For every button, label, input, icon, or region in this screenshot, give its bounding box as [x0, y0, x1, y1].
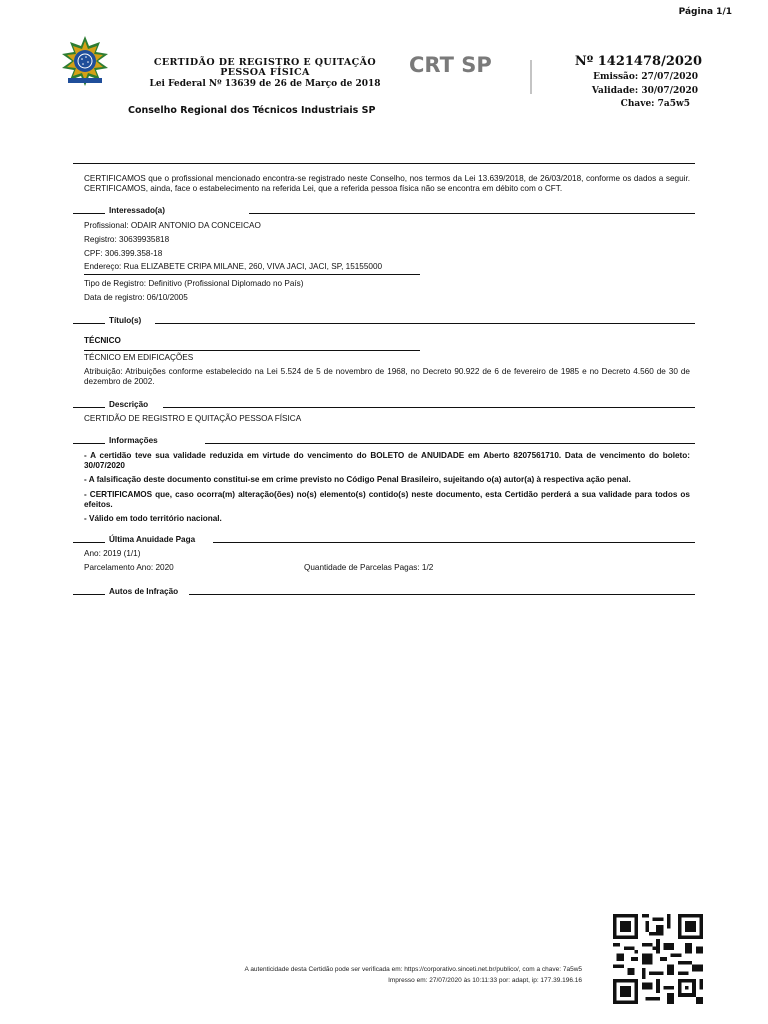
certificate-number: Nº 1421478/2020 — [574, 54, 702, 69]
section-heading: Última Anuidade Paga — [109, 535, 196, 544]
titulo-underline — [84, 350, 420, 351]
registro: Registro: 30639935818 — [84, 235, 170, 244]
descricao-text: CERTIDÃO DE REGISTRO E QUITAÇÃO PESSOA FÍSICA — [84, 414, 302, 423]
section-titulos — [73, 316, 695, 328]
titulo-group: TÉCNICO — [84, 336, 121, 345]
verification-key: Chave: 7a5w5 — [620, 99, 690, 109]
verification-note: A autenticidade desta Certidão pode ser verificada em: https://corporativo.sinceti.net.br/publico/, com a chave: 7a5w5 — [244, 966, 582, 973]
council-name: Conselho Regional dos Técnicos Industriais SP — [128, 105, 376, 116]
brazil-coat-of-arms-icon — [58, 34, 112, 88]
parcelas-pagas: Quantidade de Parcelas Pagas: 1/2 — [304, 563, 434, 572]
section-heading: Autos de Infração — [109, 587, 179, 596]
cpf: CPF: 306.399.358-18 — [84, 249, 163, 258]
certificate-title-line1: CERTIDÃO DE REGISTRO E QUITAÇÃO — [153, 57, 377, 68]
intro-text: CERTIFICAMOS que o profissional mencionado encontra-se registrado neste Conselho, nos termos da Lei 13.639/2018, de 26/03/2018, conforme os dados a seguir. CERTIFICAMOS, ainda, face o estabelecimento na referida Lei, que a referida pessoa física não se encontra em débito com o CFT. — [84, 174, 690, 193]
section-heading: Informações — [109, 436, 158, 445]
interessado-underline — [84, 274, 420, 275]
profissional: Profissional: ODAIR ANTONIO DA CONCEICAO — [84, 221, 261, 230]
info-item: - A falsificação deste documento constitui-se em crime previsto no Código Penal Brasileiro, sujeitando o(a) autor(a) à respectiva ação penal. — [84, 475, 631, 484]
law-reference: Lei Federal Nº 13639 de 26 de Março de 2018 — [149, 79, 381, 89]
section-interessado — [73, 206, 695, 218]
anuidade-ano: Ano: 2019 (1/1) — [84, 549, 141, 558]
qr-code-icon — [611, 914, 705, 1004]
atribuicao: Atribuição: Atribuições conforme estabelecido na Lei 5.524 de 5 de novembro de 1968, no Decreto 90.922 de 6 de fevereiro de 1985 e no Decreto 4.560 de 30 de dezembro de 2002. — [84, 367, 690, 386]
page-number: Página 1/1 — [678, 7, 732, 17]
top-rule — [73, 163, 695, 164]
titulo: TÉCNICO EM EDIFICAÇÕES — [84, 353, 194, 362]
validity-date: Validade: 30/07/2020 — [591, 86, 698, 96]
council-acronym: CRT SP — [409, 53, 492, 77]
section-autos — [73, 587, 695, 599]
parcelamento-ano: Parcelamento Ano: 2020 — [84, 563, 174, 572]
tipo-registro: Tipo de Registro: Definitivo (Profissional Diplomado no País) — [84, 279, 304, 288]
data-registro: Data de registro: 06/10/2005 — [84, 293, 188, 302]
header-divider — [530, 60, 532, 94]
info-item: - CERTIFICAMOS que, caso ocorra(m) alteração(ões) no(s) elemento(s) contido(s) neste documento, esta Certidão perderá a sua validade para todos os efeitos. — [84, 490, 690, 509]
section-anuidade — [73, 535, 695, 547]
section-descricao — [73, 400, 695, 412]
printed-info: Impresso em: 27/07/2020 às 10:11:33 por: adapt, ip: 177.39.196.16 — [388, 977, 582, 984]
section-informacoes — [73, 436, 695, 448]
section-heading: Descrição — [109, 400, 149, 409]
info-item: - A certidão teve sua validade reduzida em virtude do vencimento do BOLETO de ANUIDADE em Aberto 8207561710. Data de vencimento do boleto: 30/07/2020 — [84, 451, 690, 470]
endereco: Endereço: Rua ELIZABETE CRIPA MILANE, 260, VIVA JACI, JACI, SP, 15155000 — [84, 262, 383, 271]
emission-date: Emissão: 27/07/2020 — [593, 72, 698, 82]
section-heading: Interessado(a) — [109, 206, 165, 215]
info-item: - Válido em todo território nacional. — [84, 514, 222, 523]
certificate-title-line2: PESSOA FÍSICA — [220, 67, 310, 78]
section-heading: Título(s) — [109, 316, 142, 325]
